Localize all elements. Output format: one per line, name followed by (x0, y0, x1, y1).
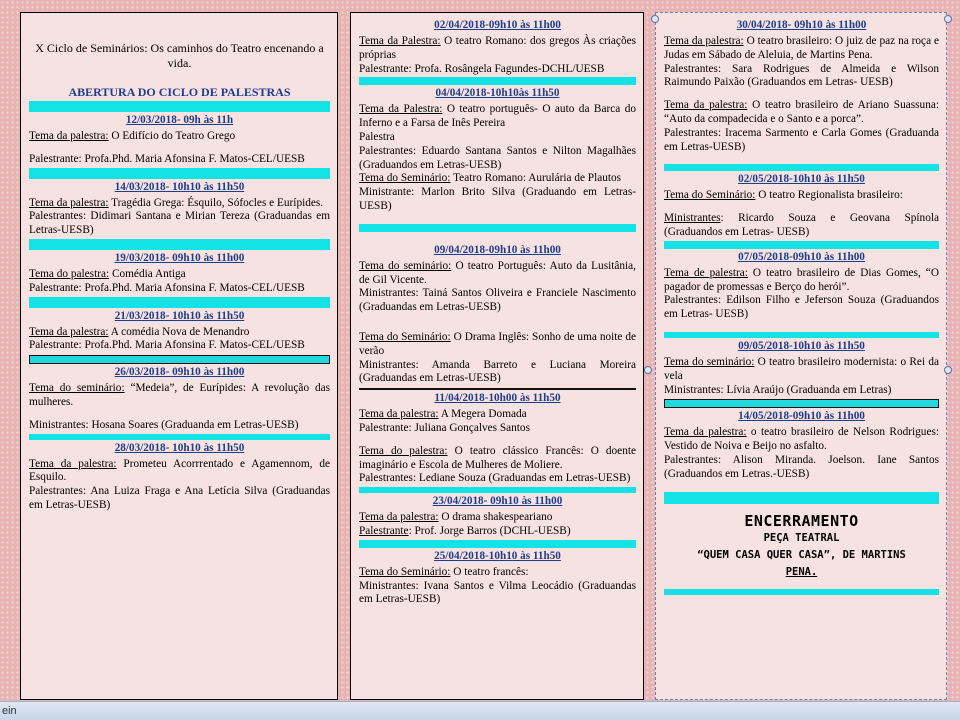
session-entry: Tema do seminário: O teatro Português: Auto da Lusitânia, de Gil Vicente. Ministrantes: Tainá Santos Oliveira e Franciele Nascimento (Graduandas em Letras-UESB) Tema do Seminário: O Drama Inglês: Sonho de uma noite de verão Ministrantes: Amanda Barreto e Luciana Moreira (Graduandas em Letras-UESB) (359, 259, 637, 385)
session-date: 28/03/2018- 10h10 às 11h50 (114, 441, 245, 454)
resize-handle[interactable] (944, 15, 952, 23)
session-date: 14/05/2018-09h10 às 11h00 (738, 410, 865, 423)
column-1 (20, 12, 338, 700)
session-entry: Tema da palestra: A Megera Domada Palestrante: Juliana Gonçalves Santos Tema do palestra: O teatro clássico Francês: O doente imaginário e Escola de Mulheres de Moliere. Palestrantes: Lediane Souza (Graduandas em Letras-UESB) (359, 408, 636, 485)
resize-handle[interactable] (651, 15, 659, 23)
cyan-bar (664, 241, 939, 249)
divider-line (359, 388, 636, 390)
session-date: 19/03/2018- 09h10 às 11h00 (114, 251, 245, 264)
session-entry: Tema do Seminário: O teatro Regionalista brasileiro: Ministrantes: Ricardo Souza e Geovana Spínola (Graduandos em Letras- UESB) (664, 189, 939, 238)
session-entry: Tema do seminário: “Medeia”, de Eurípides: A revolução das mulheres. Ministrantes: Hosana Soares (Graduanda em Letras-UESB) (29, 382, 331, 431)
session-date: 07/05/2018-09h10 às 11h00 (738, 250, 865, 263)
cyan-bar (664, 332, 939, 338)
closing-line: PEÇA TEATRAL (763, 531, 840, 544)
status-bar (0, 701, 960, 720)
cyan-bar (359, 540, 636, 548)
session-entry: Tema da palestra: O teatro brasileiro: O juiz de paz na roça e Judas em Sábado de Aleluia, de Martins Pena. Palestrantes: Sara Rodrigues de Almeida e Wilson Raimundo Paixão (Graduandos em Letras- UESB) Tema da palestra: O teatro brasileiro de Ariano Suassuna: “Auto da compadecida e o Santo e a porca”. Palestrantes: Iracema Sarmento e Carla Gomes (Graduanda em Letras-UESB) (664, 35, 940, 153)
cyan-bar (664, 589, 939, 595)
session-date: 04/04/2018-10h10às 11h50 (435, 87, 560, 100)
cyan-bar (664, 492, 939, 504)
column-3[interactable] (655, 12, 947, 700)
session-entry: Tema do seminário: O teatro brasileiro modernista: o Rei da vela Ministrantes: Lívia Araújo (Graduanda em Letras) (664, 355, 939, 396)
session-date: 26/03/2018- 09h10 às 11h00 (114, 366, 245, 379)
session-date: 14/03/2018- 10h10 às 11h50 (114, 180, 245, 193)
intro-text: X Ciclo de Seminários: Os caminhos do Teatro encenando a vida. (35, 41, 324, 70)
cyan-bar (29, 168, 330, 179)
session-entry: Tema da palestra: Prometeu Acorrrentado e Agamennom, de Esquilo. Palestrantes: Ana Luiza Fraga e Ana Letícia Silva (Graduandas em Letras-UESB) (29, 457, 330, 511)
column-2 (350, 12, 644, 700)
cyan-bar (29, 239, 330, 250)
session-entry: Tema da palestra: O drama shakespeariano Palestrante: Prof. Jorge Barros (DCHL-UESB) (359, 511, 571, 537)
opening-heading: ABERTURA DO CICLO DE PALESTRAS (68, 85, 291, 99)
resize-handle[interactable] (644, 366, 652, 374)
session-entry: Tema de palestra: O teatro brasileiro de Dias Gomes, “O pagador de promessas e Berço do herói”. Palestrantes: Edilson Filho e Jeferson Souza (Graduandos em Letras- UESB) (664, 266, 939, 321)
session-date: 09/04/2018-09h10 às 11h00 (434, 243, 561, 256)
resize-handle[interactable] (944, 366, 952, 374)
cyan-bar (29, 434, 330, 440)
session-date: 02/04/2018-09h10 às 11h00 (434, 19, 561, 31)
cyan-bar (29, 355, 330, 364)
session-entry: Tema da palestra: A comédia Nova de Menandro Palestrante: Profa.Phd. Maria Afonsina F. Matos-CEL/UESB (29, 325, 305, 352)
session-entry: Tema da palestra: Tragédia Grega: Ésquilo, Sófocles e Eurípides. Palestrantes: Didimari Santana e Mirian Tereza (Graduandas em Letras-UESB) (29, 196, 330, 237)
cyan-bar (29, 101, 330, 112)
cyan-bar (359, 224, 636, 232)
cyan-bar (29, 297, 330, 308)
session-date: 25/04/2018-10h10 às 11h50 (434, 549, 561, 562)
session-entry: Tema da Palestra: O teatro português- O auto da Barca do Inferno e a Farsa de Inês Pereira Palestra Palestrantes: Eduardo Santana Santos e Nilton Magalhães (Graduandos em Letras-UESB) Tema do Seminário: Teatro Romano: Aurulária de Plautos Ministrante: Marlon Brito Silva (Graduando em Letras-UESB) (359, 103, 636, 212)
session-date: 02/05/2018-10h10 às 11h50 (738, 173, 865, 186)
closing-section (664, 512, 939, 581)
status-text: ein (2, 705, 17, 717)
closing-line: PENA. (785, 565, 818, 578)
session-entry: Tema do palestra: Comédia Antiga Palestrante: Profa.Phd. Maria Afonsina F. Matos-CEL/UESB (29, 267, 305, 294)
closing-line: “QUEM CASA QUER CASA”, DE MARTINS (697, 548, 906, 561)
session-entry: Tema do Seminário: O teatro francês: Ministrantes: Ivana Santos e Vilma Leocádio (Graduandas em Letras-UESB) (359, 565, 636, 606)
cyan-bar (359, 487, 636, 493)
session-date: 11/04/2018-10h00 às 11h50 (434, 392, 561, 405)
cyan-bar (664, 399, 939, 408)
session-entry: Tema da palestra: O Edifício do Teatro Grego Palestrante: Profa.Phd. Maria Afonsina F. Matos-CEL/UESB (29, 130, 305, 165)
closing-title: ENCERRAMENTO (744, 511, 859, 530)
session-date: 09/05/2018-10h10 às 11h50 (738, 339, 865, 352)
session-entry: Tema da palestra: o teatro brasileiro de Nelson Rodrigues: Vestido de Noiva e Beijo no asfalto. Palestrantes: Alison Miranda. Joelson. Iane Santos (Graduandos em Letras.-UESB) (664, 426, 939, 480)
cyan-bar (359, 77, 636, 85)
session-date: 23/04/2018- 09h10 às 11h00 (432, 495, 563, 508)
session-date: 21/03/2018- 10h10 às 11h50 (114, 309, 245, 322)
cyan-bar (664, 164, 939, 171)
session-entry: Tema da Palestra: O teatro Romano: dos gregos Às criações próprias Palestrante: Profa. Rosângela Fagundes-DCHL/UESB (359, 35, 637, 75)
session-date: 12/03/2018- 09h às 11h (125, 114, 234, 126)
session-date: 30/04/2018- 09h10 às 11h00 (736, 19, 867, 31)
